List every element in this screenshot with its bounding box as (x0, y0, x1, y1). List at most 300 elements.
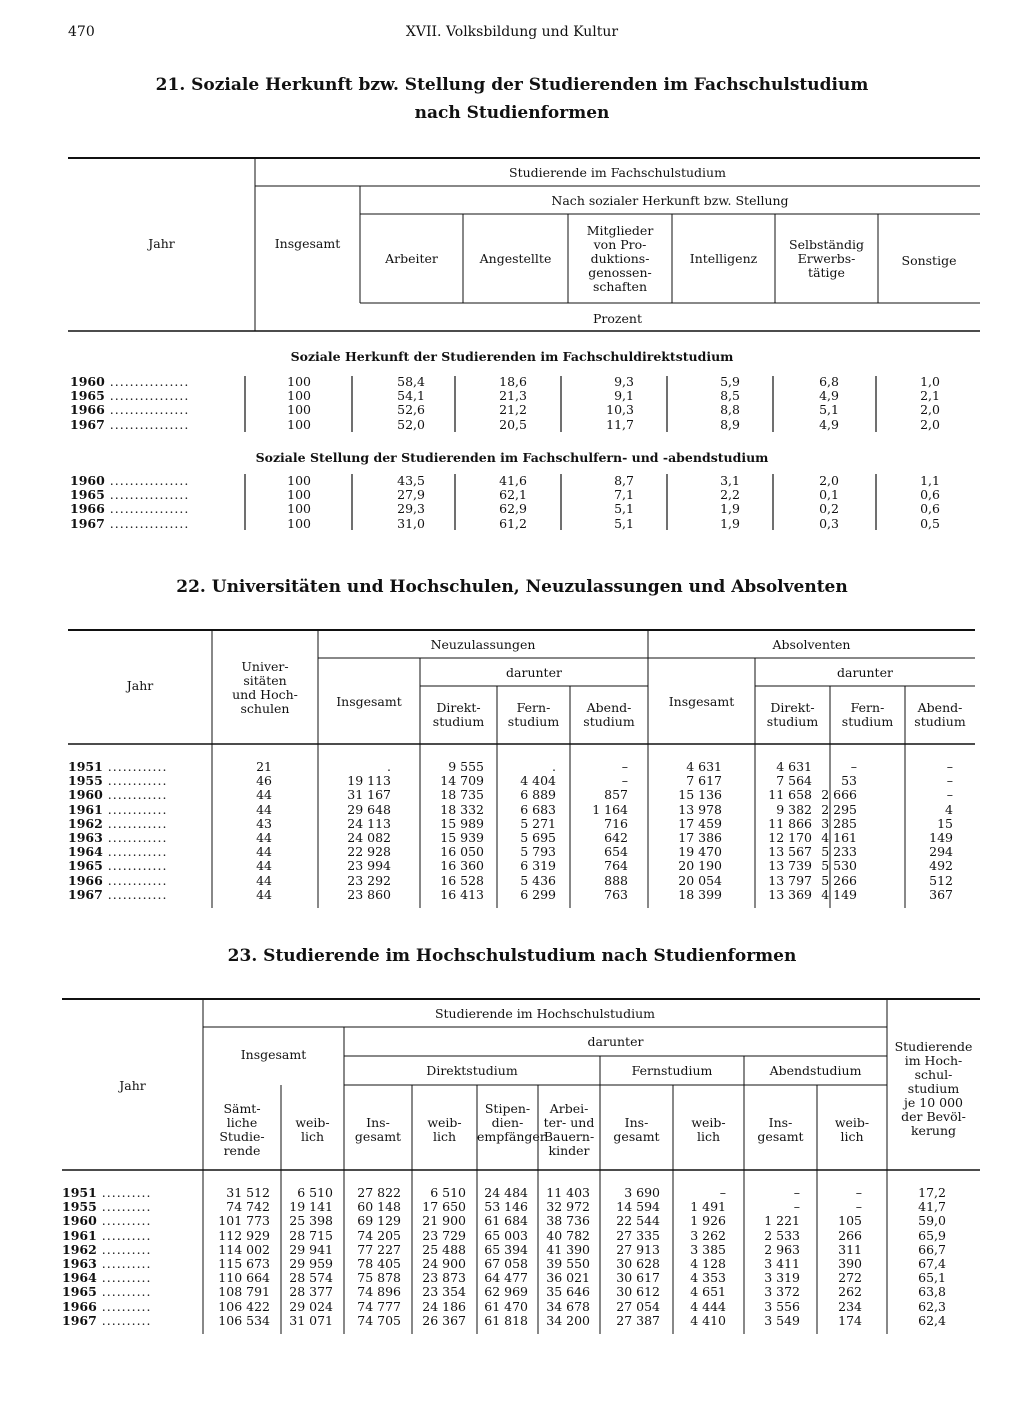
t23-cell: 60 148 (357, 1199, 401, 1215)
t23-cell: 62,4 (918, 1312, 946, 1328)
t23-header-weiblich-1: weib- lich (295, 1115, 330, 1144)
t22-cell: 43 (256, 815, 272, 831)
t22-cell: 29 648 (347, 801, 391, 817)
t22-cell: 24 113 (347, 815, 391, 831)
t22-cell: 23 994 (347, 858, 391, 874)
t23-row-year: 1963 .......... (62, 1256, 152, 1271)
t22-cell: . (552, 759, 556, 774)
t23-row-year: 1966 .......... (62, 1298, 152, 1314)
t23-cell: 21 900 (422, 1213, 466, 1229)
t21-header-insgesamt: Insgesamt (274, 236, 341, 251)
t22-cell: 15 (937, 815, 953, 831)
t23-header-insg-fern: Ins- gesamt (613, 1115, 660, 1144)
t22-row-year: 1963 ............ (68, 830, 168, 845)
t21-s2-cell: 1,9 (720, 515, 740, 531)
t22-header-abend-neu: Abend- studium (583, 700, 635, 729)
t23-cell: 28 574 (289, 1270, 333, 1286)
t23-cell: 101 773 (218, 1213, 270, 1229)
t21-header-jahr: Jahr (148, 236, 175, 251)
t22-cell: 4 631 (776, 759, 812, 774)
t22-cell: 13 567 (768, 844, 812, 860)
table21-title-line2: nach Studienformen (414, 103, 610, 123)
t22-cell: 4 (945, 801, 953, 817)
t23-cell: 28 715 (289, 1227, 333, 1243)
t23-row-year: 1965 .......... (62, 1284, 152, 1300)
t22-cell: 6 889 (520, 787, 556, 803)
t23-cell: 61 470 (484, 1298, 528, 1314)
t22-row-year: 1951 ............ (68, 759, 168, 774)
t23-cell: 38 736 (546, 1213, 590, 1229)
t21-s2-cell: 100 (287, 501, 311, 517)
t23-cell: 106 534 (218, 1312, 270, 1328)
t22-header-direkt-abs: Direkt- studium (766, 700, 819, 729)
t23-cell: 1 926 (690, 1213, 726, 1229)
t22-cell: 642 (604, 830, 628, 845)
t23-cell: 266 (838, 1227, 862, 1243)
t23-cell: 25 398 (289, 1213, 333, 1229)
t23-cell: 31 071 (289, 1312, 333, 1328)
t21-s2-cell: 5,1 (614, 515, 634, 531)
t23-cell: 61 818 (484, 1312, 528, 1328)
t22-cell: 16 528 (440, 872, 484, 888)
t22-cell: – (946, 773, 953, 789)
t21-s2-cell: 61,2 (499, 515, 527, 531)
t23-cell: 3 549 (764, 1312, 800, 1328)
t22-header-universitaeten: Univer- sitäten und Hoch- schulen (232, 659, 298, 716)
t22-cell: 5 233 (821, 844, 857, 860)
t22-cell: 9 382 (776, 801, 812, 817)
t23-cell: 17,2 (918, 1185, 946, 1200)
t21-s1-cell: 1,0 (920, 374, 940, 389)
t21-s1-cell: 9,1 (614, 388, 634, 404)
t23-cell: 75 878 (357, 1270, 401, 1286)
t21-s1-cell: 8,5 (720, 388, 740, 404)
t22-header-jahr: Jahr (126, 678, 154, 693)
t23-cell: 65 003 (484, 1227, 528, 1243)
t22-header-darunter-neu: darunter (506, 665, 562, 680)
t21-s2-row-year: 1966 ................ (70, 501, 190, 517)
t23-cell: 30 617 (616, 1270, 660, 1286)
t22-header-fern-neu: Fern- studium (507, 700, 560, 729)
t21-s2-cell: 1,1 (920, 473, 940, 488)
t22-cell: 44 (256, 787, 272, 803)
t23-cell: 27 335 (616, 1227, 660, 1243)
t21-s1-cell: 20,5 (499, 416, 527, 432)
t22-cell: – (621, 759, 628, 774)
t23-header-weiblich-3: weib- lich (691, 1115, 726, 1144)
t23-cell: 59,0 (918, 1213, 946, 1229)
t22-cell: 13 739 (768, 858, 812, 874)
t23-header-insg-abend: Ins- gesamt (757, 1115, 804, 1144)
t23-header-stipendien: Stipen- dien- empfänger (477, 1101, 546, 1144)
t21-section2-title: Soziale Stellung der Studierenden im Fachschulfern- und -abendstudium (255, 450, 769, 465)
t22-cell: 512 (929, 872, 953, 888)
t22-cell: 15 136 (678, 787, 722, 803)
t21-s1-cell: 18,6 (499, 374, 527, 389)
t23-cell: 62,3 (918, 1298, 946, 1314)
t21-s1-row-year: 1965 ................ (70, 388, 190, 404)
t23-cell: 24 186 (422, 1298, 466, 1314)
t23-header-je10000: Studierende im Hoch- schul- studium je 10 000 der Bevöl- kerung (894, 1039, 973, 1138)
t23-cell: 64 477 (484, 1270, 528, 1286)
t22-cell: 20 054 (678, 872, 722, 888)
t21-s1-cell: 2,1 (920, 388, 940, 404)
t22-cell: 9 555 (448, 759, 484, 774)
t22-cell: 23 860 (347, 886, 391, 902)
t21-s1-cell: 5,9 (720, 374, 740, 389)
t21-header-mitglieder: Mitglieder von Pro- duktions- genossen- schaften (586, 223, 654, 294)
t21-s2-cell: 0,2 (819, 501, 839, 517)
t22-cell: . (387, 759, 391, 774)
t23-cell: 3 690 (624, 1185, 660, 1200)
t23-header-saemtliche: Sämt- liche Studie- rende (219, 1101, 265, 1158)
t22-row-year: 1960 ............ (68, 787, 168, 803)
t23-cell: 110 664 (218, 1270, 270, 1286)
t23-cell: 34 678 (546, 1298, 590, 1314)
t23-cell: 25 488 (422, 1241, 466, 1257)
page-number: 470 (68, 24, 95, 40)
t22-cell: 17 386 (678, 830, 722, 845)
t21-header-sonstige: Sonstige (901, 253, 957, 268)
t23-cell: 262 (838, 1284, 862, 1300)
t21-s2-cell: 3,1 (720, 473, 740, 488)
t23-cell: – (793, 1199, 800, 1215)
t23-cell: 41,7 (918, 1199, 946, 1215)
t23-cell: 4 410 (690, 1312, 726, 1328)
t23-cell: 112 929 (218, 1227, 270, 1243)
t22-cell: 492 (929, 858, 953, 874)
t23-cell: 27 387 (616, 1312, 660, 1328)
t22-cell: 15 939 (440, 830, 484, 845)
t22-cell: 13 369 (768, 886, 812, 902)
t23-cell: 26 367 (422, 1312, 466, 1328)
t22-cell: – (946, 787, 953, 803)
t23-row-year: 1960 .......... (62, 1213, 152, 1229)
t22-cell: 18 332 (440, 801, 484, 817)
t21-header-angestellte: Angestellte (479, 251, 552, 266)
t22-cell: 7 564 (776, 773, 812, 789)
t23-cell: 23 729 (422, 1227, 466, 1243)
t23-cell: 78 405 (357, 1256, 401, 1271)
t22-cell: 367 (929, 886, 953, 902)
t21-s2-cell: 31,0 (397, 515, 425, 531)
t23-header-darunter: darunter (587, 1034, 644, 1049)
t22-cell: 18 735 (440, 787, 484, 803)
t23-cell: 62 969 (484, 1284, 528, 1300)
t21-s2-cell: 41,6 (499, 473, 527, 488)
t22-cell: 5 271 (520, 815, 556, 831)
table23-title: 23. Studierende im Hochschulstudium nach Studienformen (227, 946, 797, 966)
t22-cell: 44 (256, 844, 272, 860)
t21-s1-cell: 9,3 (614, 374, 634, 389)
t23-cell: 74 705 (357, 1312, 401, 1328)
t23-cell: 69 129 (357, 1213, 401, 1229)
t23-cell: 27 054 (616, 1298, 660, 1314)
t21-s2-cell: 7,1 (614, 487, 634, 503)
t21-header-arbeiter: Arbeiter (385, 251, 438, 266)
t23-cell: 3 319 (764, 1270, 800, 1286)
t23-cell: 4 128 (690, 1256, 726, 1271)
t22-header-insgesamt-abs: Insgesamt (668, 694, 735, 709)
t23-row-year: 1962 .......... (62, 1241, 152, 1257)
t22-cell: 2 666 (821, 787, 857, 803)
t23-cell: 65,1 (918, 1270, 946, 1286)
t23-cell: 390 (838, 1256, 862, 1271)
t21-header-prozent: Prozent (593, 311, 642, 326)
t21-s2-cell: 100 (287, 473, 311, 488)
t21-s2-cell: 0,3 (819, 515, 839, 531)
t22-header-abend-abs: Abend- studium (914, 700, 966, 729)
t23-cell: 4 651 (690, 1284, 726, 1300)
t22-cell: 13 978 (678, 801, 722, 817)
t23-cell: 6 510 (430, 1185, 466, 1200)
t22-cell: 19 113 (347, 773, 391, 789)
t21-s1-cell: 8,8 (720, 402, 740, 418)
t23-cell: 35 646 (546, 1284, 590, 1300)
t21-s2-cell: 62,1 (499, 487, 527, 503)
t23-header-weiblich-4: weib- lich (834, 1115, 870, 1144)
t21-header-selbstaendig: Selbständig Erwerbs- tätige (789, 237, 864, 280)
t22-cell: 5 695 (520, 830, 556, 845)
t23-cell: – (855, 1199, 862, 1215)
t23-cell: 77 227 (357, 1241, 401, 1257)
t22-cell: 3 285 (821, 815, 857, 831)
t22-cell: 294 (929, 844, 953, 860)
t22-cell: 5 530 (821, 858, 857, 874)
t23-cell: 40 782 (546, 1227, 590, 1243)
t22-cell: 24 082 (347, 830, 391, 845)
t23-cell: 63,8 (918, 1284, 946, 1300)
t22-cell: – (850, 759, 857, 774)
t21-s1-cell: 2,0 (920, 416, 940, 432)
t23-cell: 27 913 (616, 1241, 660, 1257)
t21-section1-title: Soziale Herkunft der Studierenden im Fachschuldirektstudium (290, 349, 734, 364)
t22-cell: 23 292 (347, 872, 391, 888)
t23-cell: 74 205 (357, 1227, 401, 1243)
t23-cell: 30 612 (616, 1284, 660, 1300)
t22-cell: 4 631 (686, 759, 722, 774)
t22-cell: 19 470 (678, 844, 722, 860)
t21-s1-row-year: 1966 ................ (70, 402, 190, 418)
t23-cell: 17 650 (422, 1199, 466, 1215)
t23-cell: 29 941 (289, 1241, 333, 1257)
t21-s1-cell: 4,9 (819, 388, 839, 404)
t22-row-year: 1965 ............ (68, 858, 168, 874)
t23-cell: 174 (838, 1312, 862, 1328)
t21-s2-cell: 1,9 (720, 501, 740, 517)
t22-cell: 764 (604, 858, 628, 874)
t23-cell: 3 262 (690, 1227, 726, 1243)
t23-cell: 234 (838, 1298, 862, 1314)
t22-cell: 18 399 (678, 886, 722, 902)
t23-cell: 3 411 (764, 1256, 800, 1271)
t22-cell: 16 050 (440, 844, 484, 860)
t23-header-fernstudium: Fernstudium (631, 1063, 713, 1078)
t23-cell: 11 403 (546, 1185, 590, 1200)
t22-cell: 716 (604, 815, 628, 831)
t22-cell: – (946, 759, 953, 774)
t21-s1-row-year: 1960 ................ (70, 374, 190, 389)
t22-cell: 6 319 (520, 858, 556, 874)
t22-row-year: 1961 ............ (68, 801, 168, 817)
t23-cell: 27 822 (357, 1185, 401, 1200)
t23-cell: 2 963 (764, 1241, 800, 1257)
t22-cell: 46 (256, 773, 272, 789)
t23-cell: 74 896 (357, 1284, 401, 1300)
t23-row-year: 1955 .......... (62, 1199, 152, 1215)
t22-cell: 888 (604, 872, 628, 888)
t21-s2-cell: 8,7 (614, 473, 634, 488)
t23-header-jahr: Jahr (119, 1078, 146, 1093)
t23-cell: 1 221 (764, 1213, 800, 1229)
t21-s1-cell: 54,1 (397, 388, 425, 404)
t21-s2-cell: 0,1 (819, 487, 839, 503)
t21-s2-cell: 43,5 (397, 473, 425, 488)
t23-cell: 24 900 (422, 1256, 466, 1271)
t22-cell: 44 (256, 886, 272, 902)
t23-header-abendstudium: Abendstudium (769, 1063, 862, 1078)
t22-cell: 7 617 (686, 773, 722, 789)
t21-s2-cell: 0,6 (920, 501, 940, 517)
table22-title: 22. Universitäten und Hochschulen, Neuzulassungen und Absolventen (176, 577, 848, 597)
t23-cell: – (855, 1185, 862, 1200)
t23-cell: 74 742 (226, 1199, 270, 1215)
t23-cell: 39 550 (546, 1256, 590, 1271)
t23-cell: 74 777 (357, 1298, 401, 1314)
t23-cell: 61 684 (484, 1213, 528, 1229)
t22-header-darunter-abs: darunter (837, 665, 893, 680)
t23-cell: 4 353 (690, 1270, 726, 1286)
table21-title-line1: 21. Soziale Herkunft bzw. Stellung der Studierenden im Fachschulstudium (155, 75, 869, 95)
t23-header-direktstudium: Direktstudium (426, 1063, 518, 1078)
t21-s2-cell: 29,3 (397, 501, 425, 517)
t22-cell: 1 164 (592, 801, 628, 817)
t23-row-year: 1951 .......... (62, 1185, 152, 1200)
t22-cell: 16 360 (440, 858, 484, 874)
t23-header-insg-direkt: Ins- gesamt (354, 1115, 402, 1144)
t22-header-neuzulassungen: Neuzulassungen (430, 637, 536, 652)
t23-cell: 24 484 (484, 1185, 528, 1200)
t22-cell: 11 866 (768, 815, 812, 831)
t22-cell: 4 404 (520, 773, 556, 789)
t22-cell: 15 989 (440, 815, 484, 831)
t22-cell: 654 (604, 844, 628, 860)
t23-cell: 105 (838, 1213, 862, 1229)
t23-cell: 41 390 (546, 1241, 590, 1257)
t21-s1-cell: 21,2 (499, 402, 527, 418)
t21-s1-cell: 58,4 (397, 374, 425, 389)
t23-cell: 14 594 (616, 1199, 660, 1215)
t23-cell: 66,7 (918, 1241, 946, 1257)
t22-cell: 5 436 (520, 872, 556, 888)
t23-cell: 23 354 (422, 1284, 466, 1300)
t23-header-arbeiterkinder: Arbei- ter- und Bauern- kinder (543, 1101, 595, 1158)
t21-s2-cell: 100 (287, 515, 311, 531)
t22-row-year: 1955 ............ (68, 773, 168, 789)
t22-header-fern-abs: Fern- studium (841, 700, 894, 729)
t21-header-sub: Nach sozialer Herkunft bzw. Stellung (551, 193, 789, 208)
t21-s2-cell: 27,9 (397, 487, 425, 503)
t23-header-insgesamt: Insgesamt (240, 1047, 307, 1062)
t21-s1-cell: 4,9 (819, 416, 839, 432)
t22-row-year: 1962 ............ (68, 815, 168, 831)
t23-cell: 3 556 (764, 1298, 800, 1314)
t23-cell: 34 200 (546, 1312, 590, 1328)
t22-header-direkt-neu: Direkt- studium (432, 700, 485, 729)
t23-cell: 3 385 (690, 1241, 726, 1257)
t21-s1-cell: 100 (287, 416, 311, 432)
t23-cell: 311 (838, 1241, 862, 1257)
t23-cell: 30 628 (616, 1256, 660, 1271)
t23-header-weiblich-2: weib- lich (427, 1115, 462, 1144)
t21-s1-cell: 52,0 (397, 416, 425, 432)
t22-cell: – (621, 773, 628, 789)
t22-row-year: 1964 ............ (68, 844, 168, 860)
t23-cell: 67 058 (484, 1256, 528, 1271)
t22-cell: 53 (841, 773, 857, 789)
t22-cell: 44 (256, 830, 272, 845)
t23-header-top: Studierende im Hochschulstudium (434, 1006, 656, 1021)
t23-cell: 114 002 (218, 1241, 270, 1257)
t23-cell: 36 021 (546, 1270, 590, 1286)
t21-s1-cell: 100 (287, 374, 311, 389)
t22-cell: 5 793 (520, 844, 556, 860)
t22-cell: 13 797 (768, 872, 812, 888)
t22-cell: 763 (604, 886, 628, 902)
t23-cell: 19 141 (289, 1199, 333, 1215)
t23-cell: 53 146 (484, 1199, 528, 1215)
t21-s2-cell: 0,5 (920, 515, 940, 531)
t22-cell: 12 170 (768, 830, 812, 845)
t23-cell: 65 394 (484, 1241, 528, 1257)
t22-cell: 4 161 (821, 830, 857, 845)
t22-row-year: 1967 ............ (68, 886, 168, 902)
t23-cell: 108 791 (218, 1284, 270, 1300)
t21-s2-cell: 100 (287, 487, 311, 503)
t23-cell: 23 873 (422, 1270, 466, 1286)
t21-header-intelligenz: Intelligenz (689, 251, 758, 266)
t21-s1-cell: 100 (287, 402, 311, 418)
t22-header-insgesamt-neu: Insgesamt (336, 694, 402, 709)
t22-cell: 6 299 (520, 886, 556, 902)
t22-cell: 31 167 (347, 787, 391, 803)
t21-s1-cell: 21,3 (499, 388, 527, 404)
t22-cell: 2 295 (821, 801, 857, 817)
t23-cell: 31 512 (226, 1185, 270, 1200)
t21-s2-cell: 5,1 (614, 501, 634, 517)
t22-cell: 20 190 (678, 858, 722, 874)
t22-cell: 17 459 (678, 815, 722, 831)
t21-s1-cell: 5,1 (819, 402, 839, 418)
t22-cell: 44 (256, 872, 272, 888)
t21-s1-cell: 11,7 (606, 416, 634, 432)
t21-s1-cell: 52,6 (397, 402, 425, 418)
t22-cell: 22 928 (347, 844, 391, 860)
t23-cell: 115 673 (218, 1256, 270, 1271)
t23-cell: 65,9 (918, 1227, 946, 1243)
t22-cell: 857 (604, 787, 628, 803)
t23-row-year: 1961 .......... (62, 1227, 152, 1243)
t21-s1-cell: 100 (287, 388, 311, 404)
t23-row-year: 1964 .......... (62, 1270, 152, 1286)
t21-s2-cell: 62,9 (499, 501, 527, 517)
t23-cell: 32 972 (546, 1199, 590, 1215)
t21-s2-row-year: 1967 ................ (70, 515, 190, 531)
running-header: XVII. Volksbildung und Kultur (405, 24, 619, 40)
t22-cell: 14 709 (440, 773, 484, 789)
t21-s2-cell: 2,2 (720, 487, 740, 503)
t23-cell: 1 491 (690, 1199, 726, 1215)
